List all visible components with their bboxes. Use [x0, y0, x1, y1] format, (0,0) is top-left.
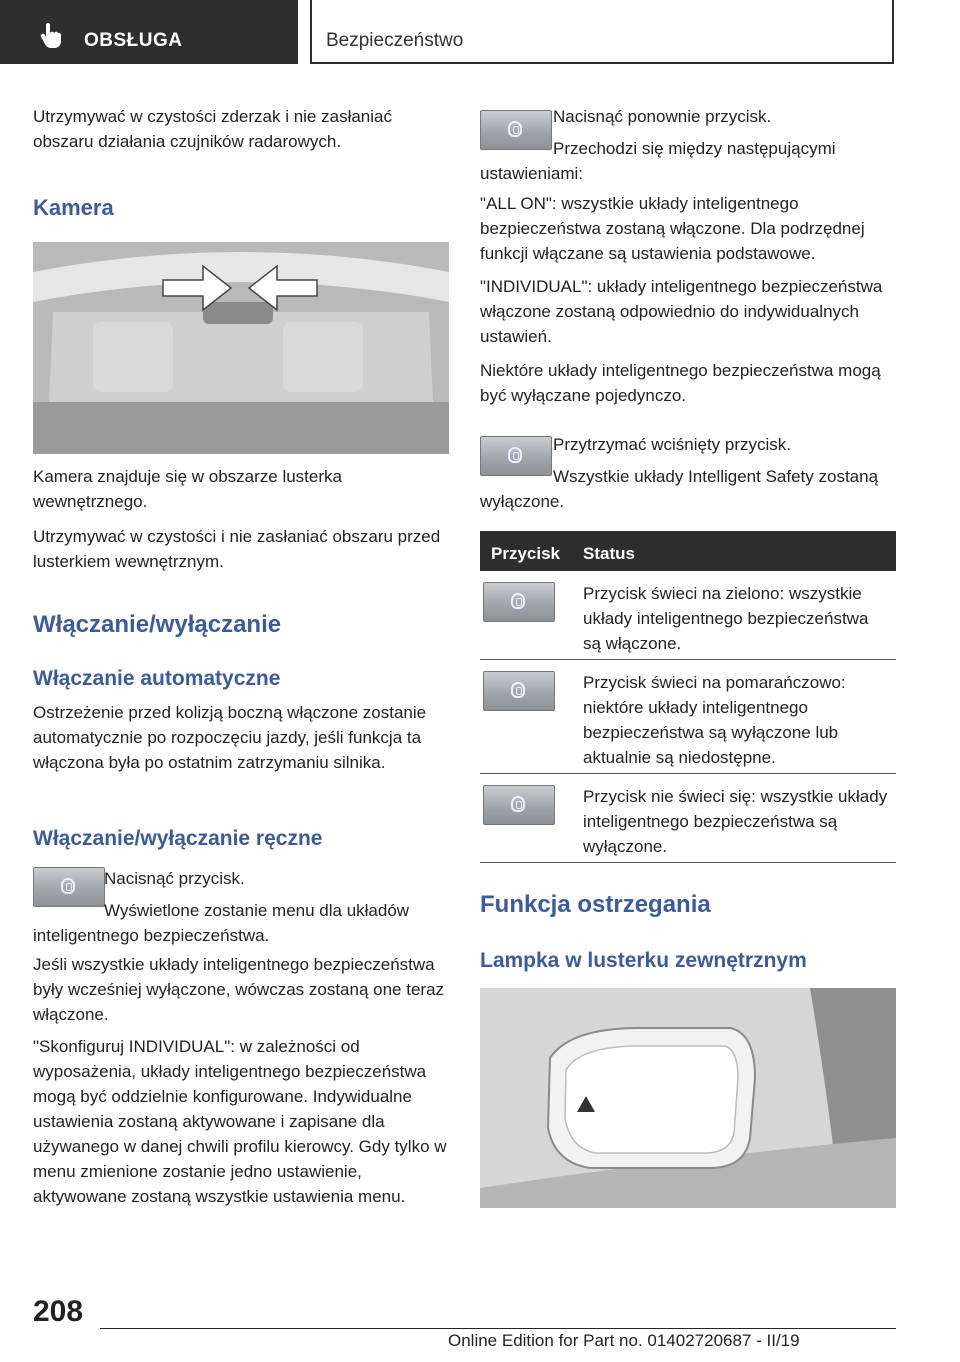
- mirror-photo: [480, 988, 896, 1208]
- safety-button-image: [483, 582, 555, 622]
- manual-menu-paragraph: Wyświetlone zostanie menu dla układów inteligentnego bezpieczeństwa.: [33, 901, 410, 945]
- safety-button-icon: [511, 593, 525, 609]
- manual-heading: Włączanie/wyłączanie ręczne: [33, 827, 323, 850]
- hold-button-paragraph: Przytrzymać wciśnięty przycisk.: [553, 435, 792, 454]
- camera-location-paragraph: Kamera znajduje się w obszarze lusterka wewnętrznego.: [33, 467, 342, 511]
- camera-photo: [33, 242, 449, 454]
- table-cell-status: Przycisk nie świeci się: wszystkie układy inteligentnego bezpieczeństwa są wyłączone.: [583, 787, 888, 856]
- hand-pointer-icon: [40, 22, 62, 48]
- left-column: [33, 104, 449, 1206]
- section-tab-label: OBSŁUGA: [84, 30, 183, 51]
- press-again-paragraph: Nacisnąć ponownie przycisk.: [553, 107, 772, 126]
- table-col-status: Status: [583, 544, 635, 563]
- safety-button-icon: [61, 878, 75, 894]
- edition-note: Online Edition for Part no. 01402720687 - II/19: [448, 1331, 800, 1350]
- chapter-tab[interactable]: [310, 0, 894, 64]
- table-row: [480, 660, 896, 774]
- page-number: 208: [33, 1295, 84, 1328]
- individual-off-paragraph: Niektóre układy inteligentnego bezpieczeństwa mogą być wyłączane pojedynczo.: [480, 361, 881, 405]
- safety-button-icon: [511, 682, 525, 698]
- page-header: [0, 0, 960, 66]
- safety-button-image: [483, 785, 555, 825]
- manual-reenable-paragraph: Jeśli wszystkie układy inteligentnego bezpieczeństwa były wcześniej wyłączone, wówczas zostaną one teraz włączone.: [33, 955, 445, 1024]
- bumper-paragraph: Utrzymywać w czystości zderzak i nie zasłaniać obszaru działania czujników radarowych.: [33, 107, 392, 151]
- all-on-paragraph: "ALL ON": wszystkie układy inteligentnego bezpieczeństwa zostaną włączone. Dla podrzędnej funkcji włączane są ustawienia podstawowe.: [480, 194, 865, 263]
- table-col-button: Przycisk: [491, 544, 560, 563]
- cycle-settings-paragraph: Przechodzi się między następującymi ustawieniami:: [480, 139, 836, 183]
- status-table-header: [480, 531, 896, 571]
- chapter-tab-label: Bezpieczeństwo: [326, 30, 464, 51]
- all-off-paragraph: Wszystkie układy Intelligent Safety zostaną wyłączone.: [480, 467, 879, 511]
- safety-button-icon: [511, 796, 525, 812]
- auto-paragraph: Ostrzeżenie przed kolizją boczną włączone zostanie automatycznie po rozpoczęciu jazdy, jeśli funkcja ta włączona była po ostatnim zatrzymaniu silnika.: [33, 703, 427, 772]
- warning-function-heading: Funkcja ostrzegania: [480, 891, 711, 918]
- manual-individual-paragraph: "Skonfiguruj INDIVIDUAL": w zależności od wyposażenia, układy inteligentnego bezpieczeństwa mogą być oddzielnie konfigurowane. Indywidualne ustawienia zostaną aktywowane i zapisane dla używanego w danej chwili profilu kierowcy. Gdy tylko w menu zmienione zostanie jedno ustawienie, aktywowane zostaną wszystkie ustawienia menu.: [33, 1037, 447, 1206]
- safety-button-icon: [508, 447, 522, 463]
- manual-press-paragraph: Nacisnąć przycisk.: [104, 869, 245, 888]
- table-cell-status: Przycisk świeci na zielono: wszystkie układy inteligentnego bezpieczeństwa są włączone.: [583, 584, 869, 653]
- section-tab[interactable]: [0, 0, 298, 64]
- individual-paragraph: "INDIVIDUAL": układy inteligentnego bezpieczeństwa włączone zostaną odpowiednio do indywidualnych ustawień.: [480, 277, 883, 346]
- table-row: [480, 571, 896, 660]
- safety-button-icon: [508, 121, 522, 137]
- table-row: [480, 774, 896, 863]
- safety-button-image: [483, 671, 555, 711]
- camera-heading: Kamera: [33, 195, 114, 220]
- camera-clean-paragraph: Utrzymywać w czystości i nie zasłaniać obszaru przed lusterkiem wewnętrznym.: [33, 527, 441, 571]
- footer-divider: [100, 1328, 896, 1329]
- mirror-lamp-heading: Lampka w lusterku zewnętrznym: [480, 949, 807, 972]
- auto-heading: Włączanie automatyczne: [33, 667, 281, 690]
- onoff-heading: Włączanie/wyłączanie: [33, 611, 282, 638]
- table-cell-status: Przycisk świeci na pomarańczowo: niektóre układy inteligentnego bezpieczeństwa są wyłączone lub aktualnie są niedostępne.: [583, 673, 846, 767]
